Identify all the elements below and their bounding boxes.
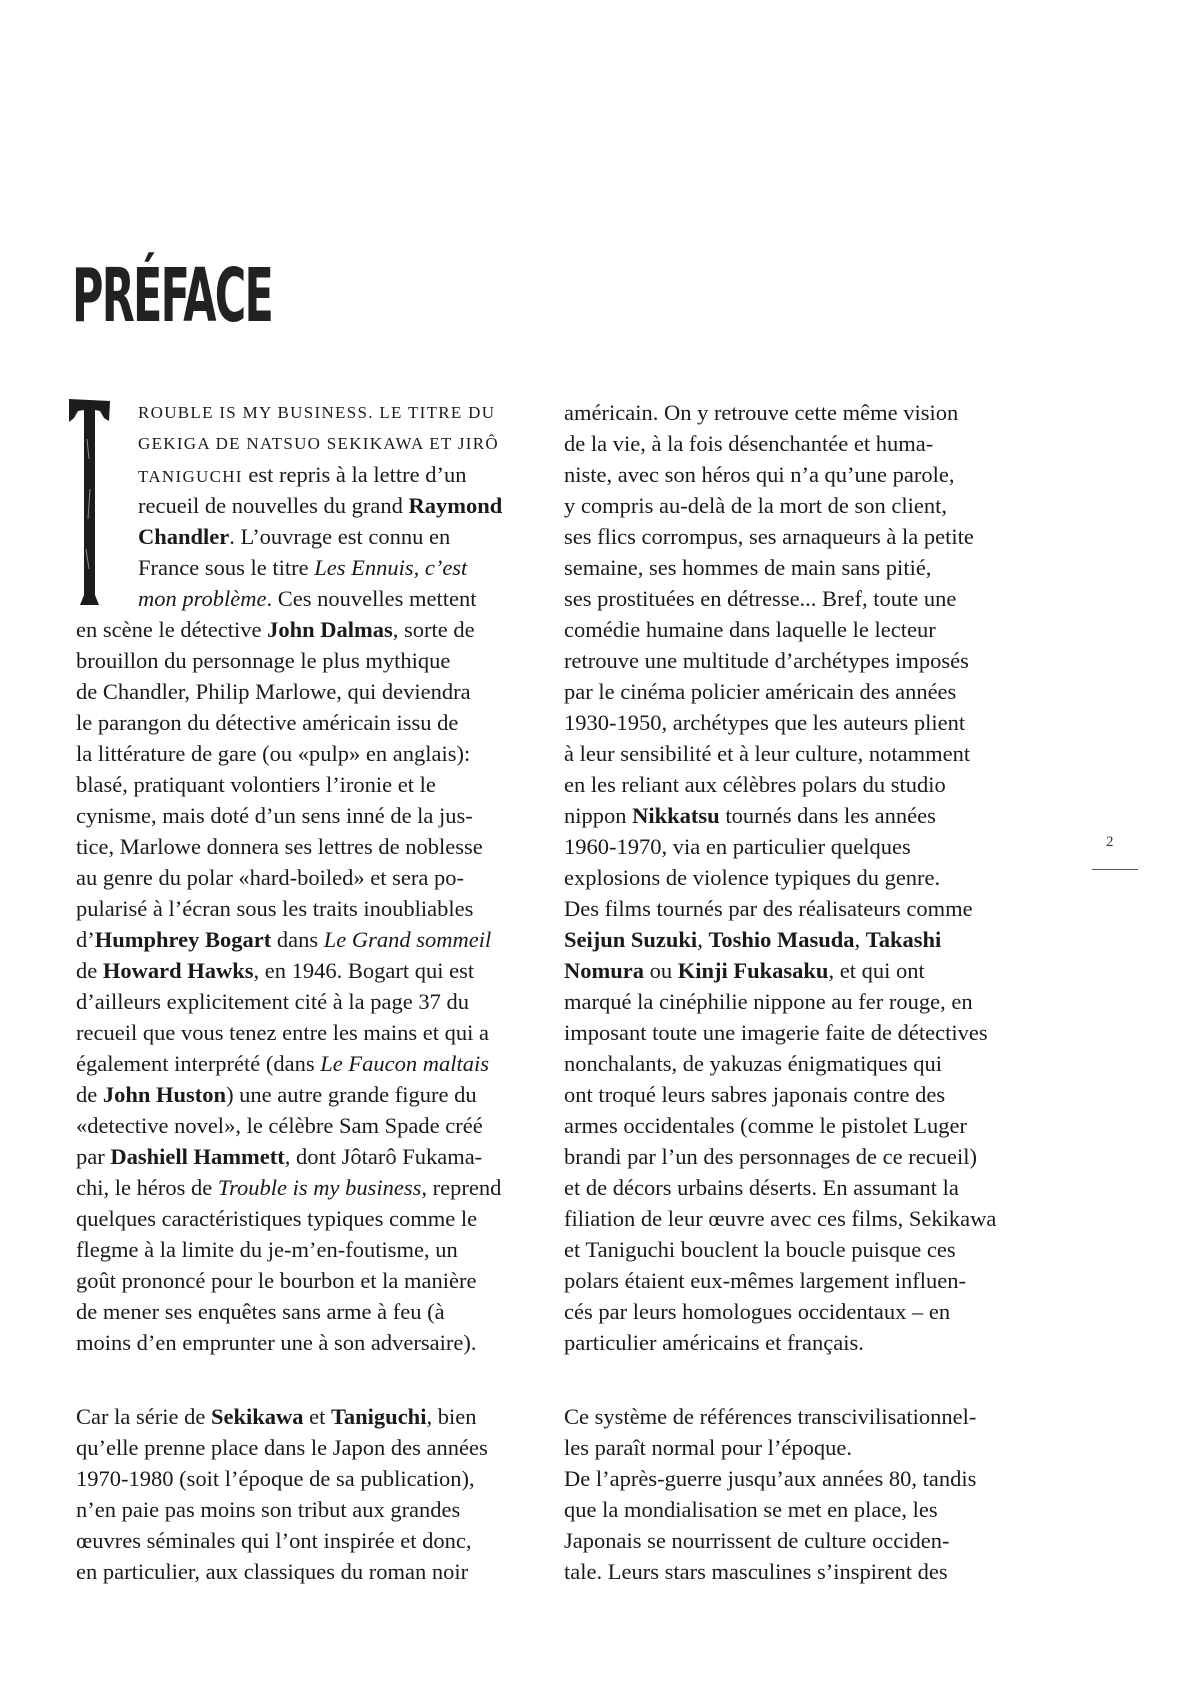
text-line: le parangon du détective américain issu de: [76, 710, 459, 735]
text-span: , bien: [426, 1404, 477, 1429]
text-span: TANIGUCHI: [138, 467, 243, 486]
text-line: marqué la cinéphilie nippone au fer rouge, en: [564, 989, 973, 1014]
text-line: les paraît normal pour l’époque.: [564, 1435, 853, 1460]
text-span: France sous le titre: [138, 555, 315, 580]
text-line: goût prononcé pour le bourbon et la manière: [76, 1268, 477, 1293]
text-line: filiation de leur œuvre avec ces films, Sekikawa: [564, 1206, 997, 1231]
paragraph-gap: [564, 1358, 1044, 1401]
text-span: de: [76, 958, 103, 983]
text-span: également interprété (dans: [76, 1051, 321, 1076]
text-span: chi, le héros de: [76, 1175, 218, 1200]
film-title: Le Faucon maltais: [320, 1051, 490, 1076]
text-span: , et qui ont: [828, 958, 925, 983]
text-line: ses prostituées en détresse... Bref, toute une: [564, 586, 957, 611]
author-name: Sekikawa: [210, 1404, 304, 1429]
text-line: n’en paie pas moins son tribut aux grandes: [76, 1497, 461, 1522]
text-line: y compris au-delà de la mort de son client,: [564, 493, 948, 518]
page-number: 2: [1106, 834, 1114, 850]
text-line: comédie humaine dans laquelle le lecteur: [564, 617, 936, 642]
text-line: de Chandler, Philip Marlowe, qui deviendra: [76, 679, 471, 704]
text-line: qu’elle prenne place dans le Japon des années: [76, 1435, 488, 1460]
text-line: tice, Marlowe donnera ses lettres de noblesse: [76, 834, 483, 859]
text-line: en particulier, aux classiques du roman noir: [76, 1559, 469, 1584]
text-line: quelques caractéristiques typiques comme le: [76, 1206, 478, 1231]
text-line: œuvres séminales qui l’ont inspirée et donc,: [76, 1528, 472, 1553]
left-column: [76, 397, 546, 1587]
text-span: dans: [271, 927, 324, 952]
director-name: Seijun Suzuki: [564, 927, 698, 952]
text-line: [76, 552, 546, 583]
text-line: [76, 490, 546, 521]
text-line: particulier américains et français.: [564, 1330, 864, 1355]
text-line: [76, 955, 546, 986]
film-title: Le Grand sommeil: [323, 927, 492, 952]
book-title: Les Ennuis, c’est: [314, 555, 468, 580]
text-line: ROUBLE IS MY BUSINESS. LE TITRE DU: [138, 403, 496, 422]
text-line: moins d’en emprunter une à son adversaire).: [76, 1330, 477, 1355]
text-line: ont troqué leurs sabres japonais contre des: [564, 1082, 946, 1107]
text-span: , dont Jôtarô Fukama-: [284, 1144, 483, 1169]
text-span: d’: [76, 927, 95, 952]
text-span: . L’ouvrage est connu en: [229, 524, 451, 549]
text-line: tale. Leurs stars masculines s’inspirent des: [564, 1559, 948, 1584]
text-line: retrouve une multitude d’archétypes imposés: [564, 648, 969, 673]
text-line: nonchalants, de yakuzas énigmatiques qui: [564, 1051, 943, 1076]
text-line: à leur sensibilité et à leur culture, notamment: [564, 741, 971, 766]
text-line: imposant toute une imagerie faite de détectives: [564, 1020, 988, 1045]
text-line: [76, 1079, 546, 1110]
text-line: blasé, pratiquant volontiers l’ironie et le: [76, 772, 436, 797]
director-name: John Huston: [102, 1082, 227, 1107]
text-span: recueil de nouvelles du grand: [138, 493, 409, 518]
text-line: [76, 614, 546, 645]
text-span: tournés dans les années: [719, 803, 936, 828]
text-line: Des films tournés par des réalisateurs comme: [564, 896, 973, 921]
text-line: par le cinéma policier américain des années: [564, 679, 957, 704]
text-span: . Ces nouvelles mettent: [266, 586, 477, 611]
director-name: Howard Hawks: [102, 958, 254, 983]
text-span: en scène le détective: [76, 617, 268, 642]
text-line: niste, avec son héros qui n’a qu’une parole,: [564, 462, 955, 487]
text-line: [76, 1141, 546, 1172]
text-line: recueil que vous tenez entre les mains et qui a: [76, 1020, 489, 1045]
page-number-rule: [1092, 869, 1138, 870]
text-line: ses flics corrompus, ses arnaqueurs à la petite: [564, 524, 974, 549]
text-line: 1970-1980 (soit l’époque de sa publication),: [76, 1466, 475, 1491]
text-line: armes occidentales (comme le pistolet Luger: [564, 1113, 967, 1138]
text-line: et Taniguchi bouclent la boucle puisque ces: [564, 1237, 956, 1262]
text-line: [76, 1048, 546, 1079]
text-span: ,: [854, 927, 866, 952]
text-line: de mener ses enquêtes sans arme à feu (à: [76, 1299, 445, 1324]
right-column: [564, 397, 1044, 1587]
text-span: , en 1946. Bogart qui est: [253, 958, 475, 983]
director-name: Kinji Fukasaku: [677, 958, 829, 983]
author-name: Dashiell Hammett: [110, 1144, 285, 1169]
text-line: que la mondialisation se met en place, les: [564, 1497, 938, 1522]
text-line: 1930-1950, archétypes que les auteurs plient: [564, 710, 966, 735]
text-line: pularisé à l’écran sous les traits inoubliables: [76, 896, 474, 921]
text-line: [564, 800, 1044, 831]
text-line: brandi par l’un des personnages de ce recueil): [564, 1144, 977, 1169]
text-line: en les reliant aux célèbres polars du studio: [564, 772, 946, 797]
director-name: Nomura: [564, 958, 644, 983]
text-line: américain. On y retrouve cette même vision: [564, 400, 959, 425]
text-line: [76, 1172, 546, 1203]
text-line: [76, 521, 546, 552]
text-line: 1960-1970, via en particulier quelques: [564, 834, 911, 859]
actor-name: Humphrey Bogart: [94, 927, 272, 952]
text-line: [76, 583, 546, 614]
text-line: GEKIGA DE NATSUO SEKIKAWA ET JIRÔ: [138, 434, 499, 453]
author-name: Raymond: [408, 493, 503, 518]
text-line: cés par leurs homologues occidentaux – en: [564, 1299, 951, 1324]
studio-name: Nikkatsu: [632, 803, 720, 828]
text-span: ) une autre grande figure du: [226, 1082, 477, 1107]
text-line: de la vie, à la fois désenchantée et huma-: [564, 431, 934, 456]
page-title: PRÉFACE: [72, 253, 273, 339]
text-span: ,: [697, 927, 709, 952]
text-span: , reprend: [421, 1175, 502, 1200]
director-name: Takashi: [865, 927, 942, 952]
text-line: cynisme, mais doté d’un sens inné de la jus-: [76, 803, 473, 828]
text-line: au genre du polar «hard-boiled» et sera po-: [76, 865, 464, 890]
text-line: d’ailleurs explicitement cité à la page 37 du: [76, 989, 469, 1014]
text-line: et de décors urbains déserts. En assumant la: [564, 1175, 959, 1200]
text-span: est repris à la lettre d’un: [242, 462, 467, 487]
author-name: Chandler: [138, 524, 230, 549]
text-span: ou: [644, 958, 678, 983]
author-name: Taniguchi: [330, 1404, 427, 1429]
director-name: Toshio Masuda: [708, 927, 855, 952]
text-line: Ce système de références transcivilisationnel-: [564, 1404, 977, 1429]
text-line: explosions de violence typiques du genre.: [564, 865, 941, 890]
text-line: semaine, ses hommes de main sans pitié,: [564, 555, 932, 580]
text-line: [76, 1401, 546, 1432]
text-line: Japonais se nourrissent de culture occiden-: [564, 1528, 950, 1553]
text-line: brouillon du personnage le plus mythique: [76, 648, 451, 673]
book-title: mon problème: [138, 586, 267, 611]
text-line: [564, 955, 1044, 986]
character-name: John Dalmas: [267, 617, 393, 642]
book-title: Trouble is my business: [217, 1175, 422, 1200]
text-line: De l’après-guerre jusqu’aux années 80, tandis: [564, 1466, 977, 1491]
text-span: nippon: [564, 803, 633, 828]
text-line: la littérature de gare (ou «pulp» en anglais):: [76, 741, 471, 766]
text-line: [76, 924, 546, 955]
text-span: par: [76, 1144, 111, 1169]
text-line: polars étaient eux-mêmes largement influen-: [564, 1268, 966, 1293]
text-span: de: [76, 1082, 103, 1107]
text-line: flegme à la limite du je-m’en-foutisme, un: [76, 1237, 458, 1262]
text-line: [76, 459, 546, 490]
text-line: [564, 924, 1044, 955]
text-line: «detective novel», le célèbre Sam Spade créé: [76, 1113, 483, 1138]
text-span: , sorte de: [392, 617, 475, 642]
text-span: Car la série de: [76, 1404, 211, 1429]
text-span: et: [303, 1404, 331, 1429]
paragraph-gap: [76, 1358, 546, 1401]
